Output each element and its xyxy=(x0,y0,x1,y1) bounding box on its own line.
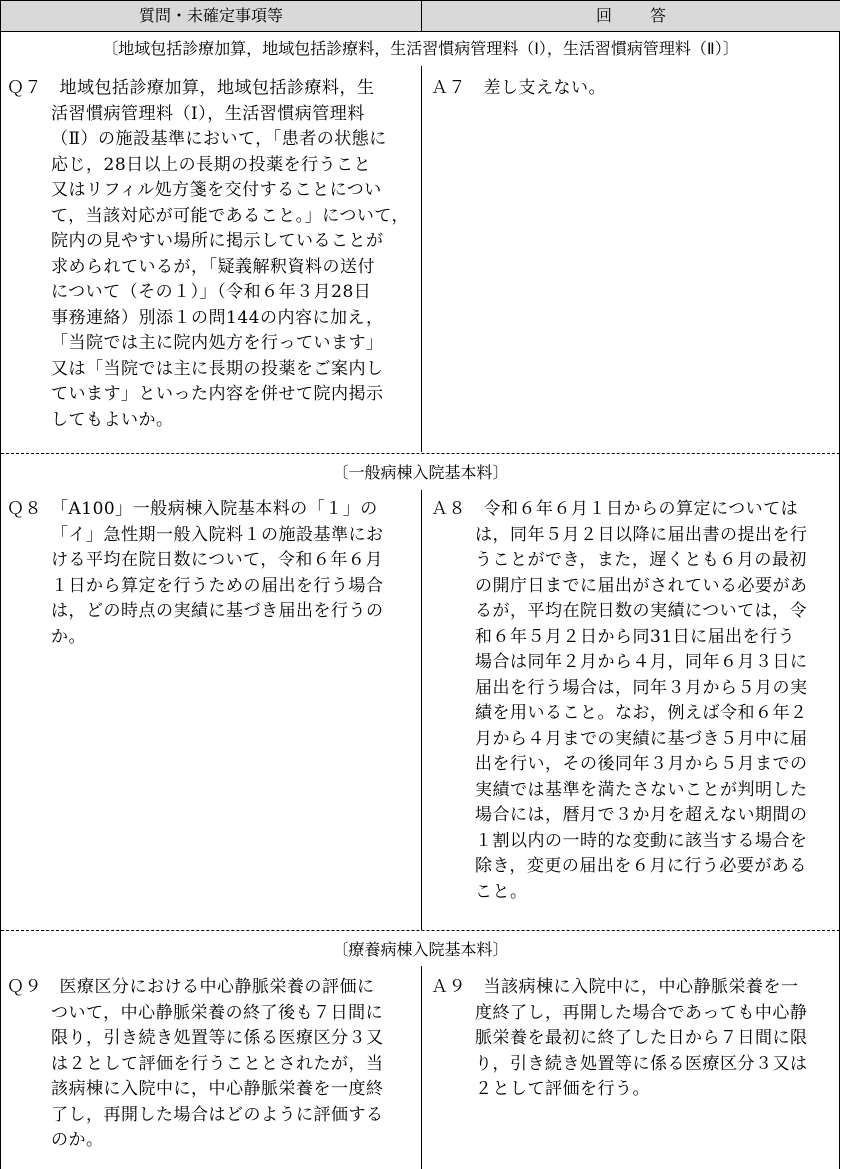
answer-a8 xyxy=(431,497,833,905)
answer-column-header: 回答 xyxy=(595,6,704,25)
question-line: してもよいか。 xyxy=(51,409,174,430)
answer-line: １割以内の一時的な変動に該当する場合を xyxy=(475,830,808,851)
answer-line: ２として評価を行う。 xyxy=(475,1079,650,1099)
column-divider xyxy=(421,66,422,452)
column-divider xyxy=(421,966,422,1169)
question-line: は２として評価を行うこととされたが，当 xyxy=(51,1053,384,1074)
question-line: 「イ」急性期一般入院料１の施設基準にお xyxy=(51,524,384,545)
answer-line: 月から４月までの実績に基づき５月中に届 xyxy=(475,728,808,749)
answer-line: 和６年５月２日から同31日に届出を行う xyxy=(475,626,796,647)
question-line: Ｑ８ 「A100」一般病棟入院基本料の「１」の xyxy=(7,499,378,519)
question-line: について（その１）」（令和６年３月28日 xyxy=(51,282,372,302)
answer-line: るが，平均在院日数の実績については，令 xyxy=(475,601,808,621)
answer-line: 脈栄養を最初に終了した日から７日間に限 xyxy=(475,1028,808,1048)
answer-line: Ａ９ 当該病棟に入院中に，中心静脈栄養を一 xyxy=(431,977,799,997)
answer-line: 除き，変更の届出を６月に行う必要がある xyxy=(475,856,807,876)
answer-line: Ａ８ 令和６年６月１日からの算定については xyxy=(431,499,799,519)
question-line: 限り，引き続き処置等に係る医療区分３又 xyxy=(51,1028,384,1048)
section-title-ippan: 〔一般病棟入院基本料〕 xyxy=(332,463,509,482)
answer-line: 出を行い，その後同年３月から５月までの xyxy=(475,754,808,774)
question-column-header: 質問・未確定事項等 xyxy=(138,6,283,25)
question-line: 又はリフィル処方箋を交付することについ xyxy=(51,180,382,200)
question-line: 了し，再開した場合はどのように評価する xyxy=(51,1104,384,1125)
section-title-ryoyo: 〔療養病棟入院基本料〕 xyxy=(332,940,509,959)
answer-line: うことができ，また，遅くとも６月の最初 xyxy=(475,550,807,570)
question-line: Ｑ７ 地域包括診療加算，地域包括診療料，生 xyxy=(7,78,375,98)
question-line: のか。 xyxy=(51,1130,104,1150)
answer-line: こと。 xyxy=(475,881,528,902)
question-line: 院内の見やすい場所に掲示していることが xyxy=(51,231,384,251)
column-divider xyxy=(421,0,422,32)
question-line: 「当院では主に院内処方を行っています」 xyxy=(51,333,384,353)
question-line: 求められているが，「疑義解釈資料の送付 xyxy=(51,256,375,277)
question-line: て，当該対応が可能であること。」について， xyxy=(51,205,409,226)
column-divider xyxy=(421,490,422,930)
question-line: 事務連絡）別添１の問144の内容に加え， xyxy=(51,307,384,328)
question-line: ています」といった内容を併せて院内掲示 xyxy=(51,384,384,404)
question-line: 又は「当院では主に長期の投薬をご案内し xyxy=(51,358,384,379)
question-line: は，どの時点の実績に基づき届出を行うの xyxy=(51,601,384,621)
answer-a9 xyxy=(431,975,833,1103)
answer-line: 度終了し，再開した場合であっても中心静 xyxy=(475,1002,808,1023)
section-title-chiiki: 〔地域包括診療加算，地域包括診療料，生活習慣病管理料（Ⅰ），生活習慣病管理料（Ⅱ）〕 xyxy=(102,39,739,58)
answer-line: 場合は同年２月から４月，同年６月３日に xyxy=(475,652,808,672)
question-line: ついて，中心静脈栄養の終了後も７日間に xyxy=(51,1002,384,1023)
question-q7 xyxy=(7,76,415,433)
answer-a7 xyxy=(431,76,833,102)
question-line: Ｑ９ 医療区分における中心静脈栄養の評価に xyxy=(7,977,375,997)
question-line: （Ⅱ）の施設基準において，「患者の状態に xyxy=(51,129,387,149)
answer-line: り，引き続き処置等に係る医療区分３又は xyxy=(475,1053,808,1074)
answer-line: は，同年５月２日以降に届出書の提出を行 xyxy=(475,524,808,545)
question-line: ける平均在院日数について，令和６年６月 xyxy=(51,550,383,570)
answer-line: 場合には，暦月で３か月を超えない期間の xyxy=(475,805,808,825)
section-divider xyxy=(1,930,840,931)
answer-line: 実績では基準を満たさないことが判明した xyxy=(475,779,808,800)
question-q8 xyxy=(7,497,415,650)
question-line: １日から算定を行うための届出を行う場合 xyxy=(51,575,384,596)
answer-line: の開庁日までに届出がされている必要があ xyxy=(475,575,808,596)
answer-line: Ａ７ 差し支えない。 xyxy=(431,78,606,98)
question-line: か。 xyxy=(51,626,86,647)
answer-line: 届出を行う場合は，同年３月から５月の実 xyxy=(475,677,808,698)
question-line: 該病棟に入院中に，中心静脈栄養を一度終 xyxy=(51,1079,384,1099)
question-q9 xyxy=(7,975,415,1154)
answer-line: 績を用いること。なお，例えば令和６年２ xyxy=(475,703,808,723)
section-divider xyxy=(1,453,840,454)
question-line: 活習慣病管理料（Ⅰ），生活習慣病管理料 xyxy=(51,103,365,124)
question-line: 応じ，28日以上の長期の投薬を行うこと xyxy=(51,154,372,175)
